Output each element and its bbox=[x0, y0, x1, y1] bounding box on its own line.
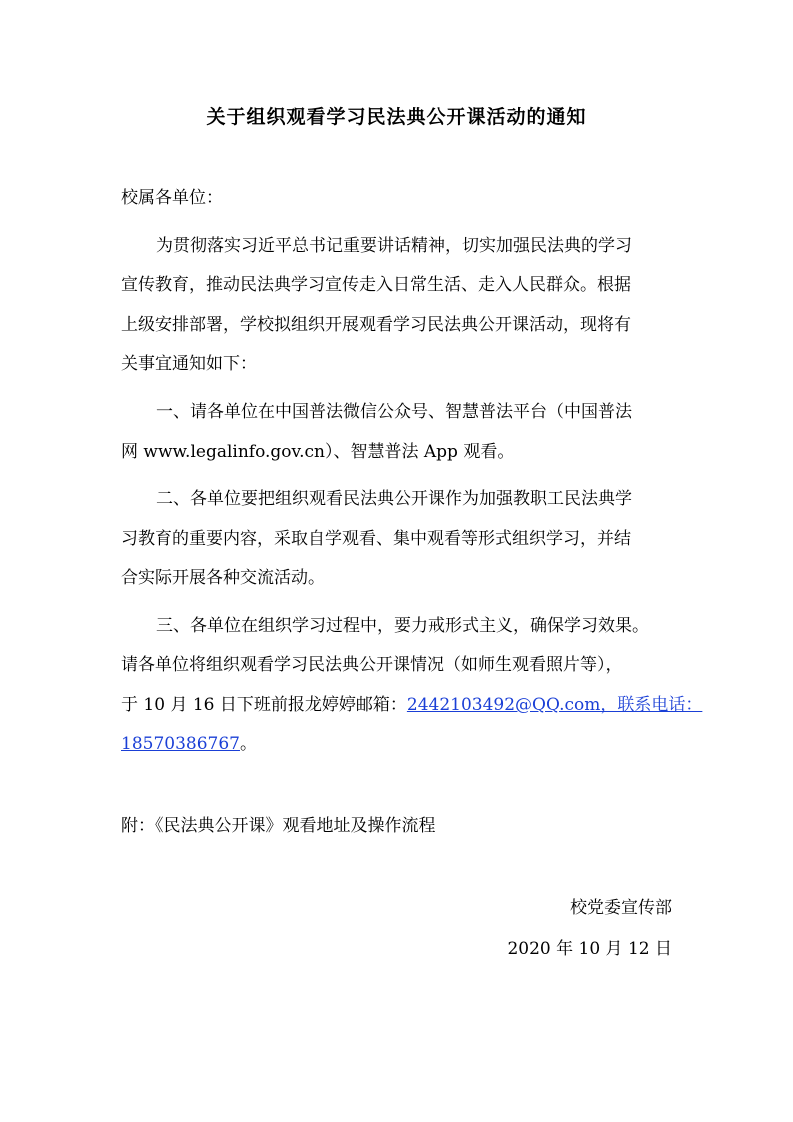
item2-line-2: 习教育的重要内容，采取自学观看、集中观看等形式组织学习，并结 bbox=[121, 529, 631, 549]
item3-line-3 bbox=[121, 693, 702, 717]
deadline-text: 于 10 月 16 日下班前报龙婷婷邮箱： bbox=[121, 695, 407, 715]
item3-line-4 bbox=[121, 732, 257, 756]
item3-line-1: 三、各单位在组织学习过程中，要力戒形式主义，确保学习效果。 bbox=[156, 616, 649, 636]
phone-link[interactable]: 18570386767 bbox=[121, 734, 240, 754]
intro-line-2: 宣传教育，推动民法典学习宣传走入日常生活、走入人民群众。根据 bbox=[121, 275, 631, 295]
item1-line-2: 网 www.legalinfo.gov.cn）、智慧普法 App 观看。 bbox=[121, 442, 515, 462]
closing-punctuation: 。 bbox=[239, 734, 257, 754]
email-link[interactable]: 2442103492@QQ.com，联系电话： bbox=[406, 695, 703, 715]
signature-date: 2020 年 10 月 12 日 bbox=[507, 939, 672, 959]
intro-line-4: 关事宜通知如下： bbox=[121, 354, 257, 374]
item3-line-2: 请各单位将组织观看学习民法典公开课情况（如师生观看照片等）， bbox=[121, 655, 623, 675]
salutation: 校属各单位： bbox=[121, 188, 223, 208]
intro-line-1: 为贯彻落实习近平总书记重要讲话精神，切实加强民法典的学习 bbox=[156, 236, 632, 256]
item2-line-1: 二、各单位要把组织观看民法典公开课作为加强教职工民法典学 bbox=[156, 489, 632, 509]
item2-line-3: 合实际开展各种交流活动。 bbox=[121, 568, 325, 588]
signature-department: 校党委宣传部 bbox=[570, 898, 672, 918]
document-title: 关于组织观看学习民法典公开课活动的通知 bbox=[206, 106, 587, 128]
item1-line-1: 一、请各单位在中国普法微信公众号、智慧普法平台（中国普法 bbox=[156, 402, 632, 422]
intro-line-3: 上级安排部署，学校拟组织开展观看学习民法典公开课活动，现将有 bbox=[121, 315, 631, 335]
attachment-note: 附：《民法典公开课》观看地址及操作流程 bbox=[121, 816, 436, 836]
